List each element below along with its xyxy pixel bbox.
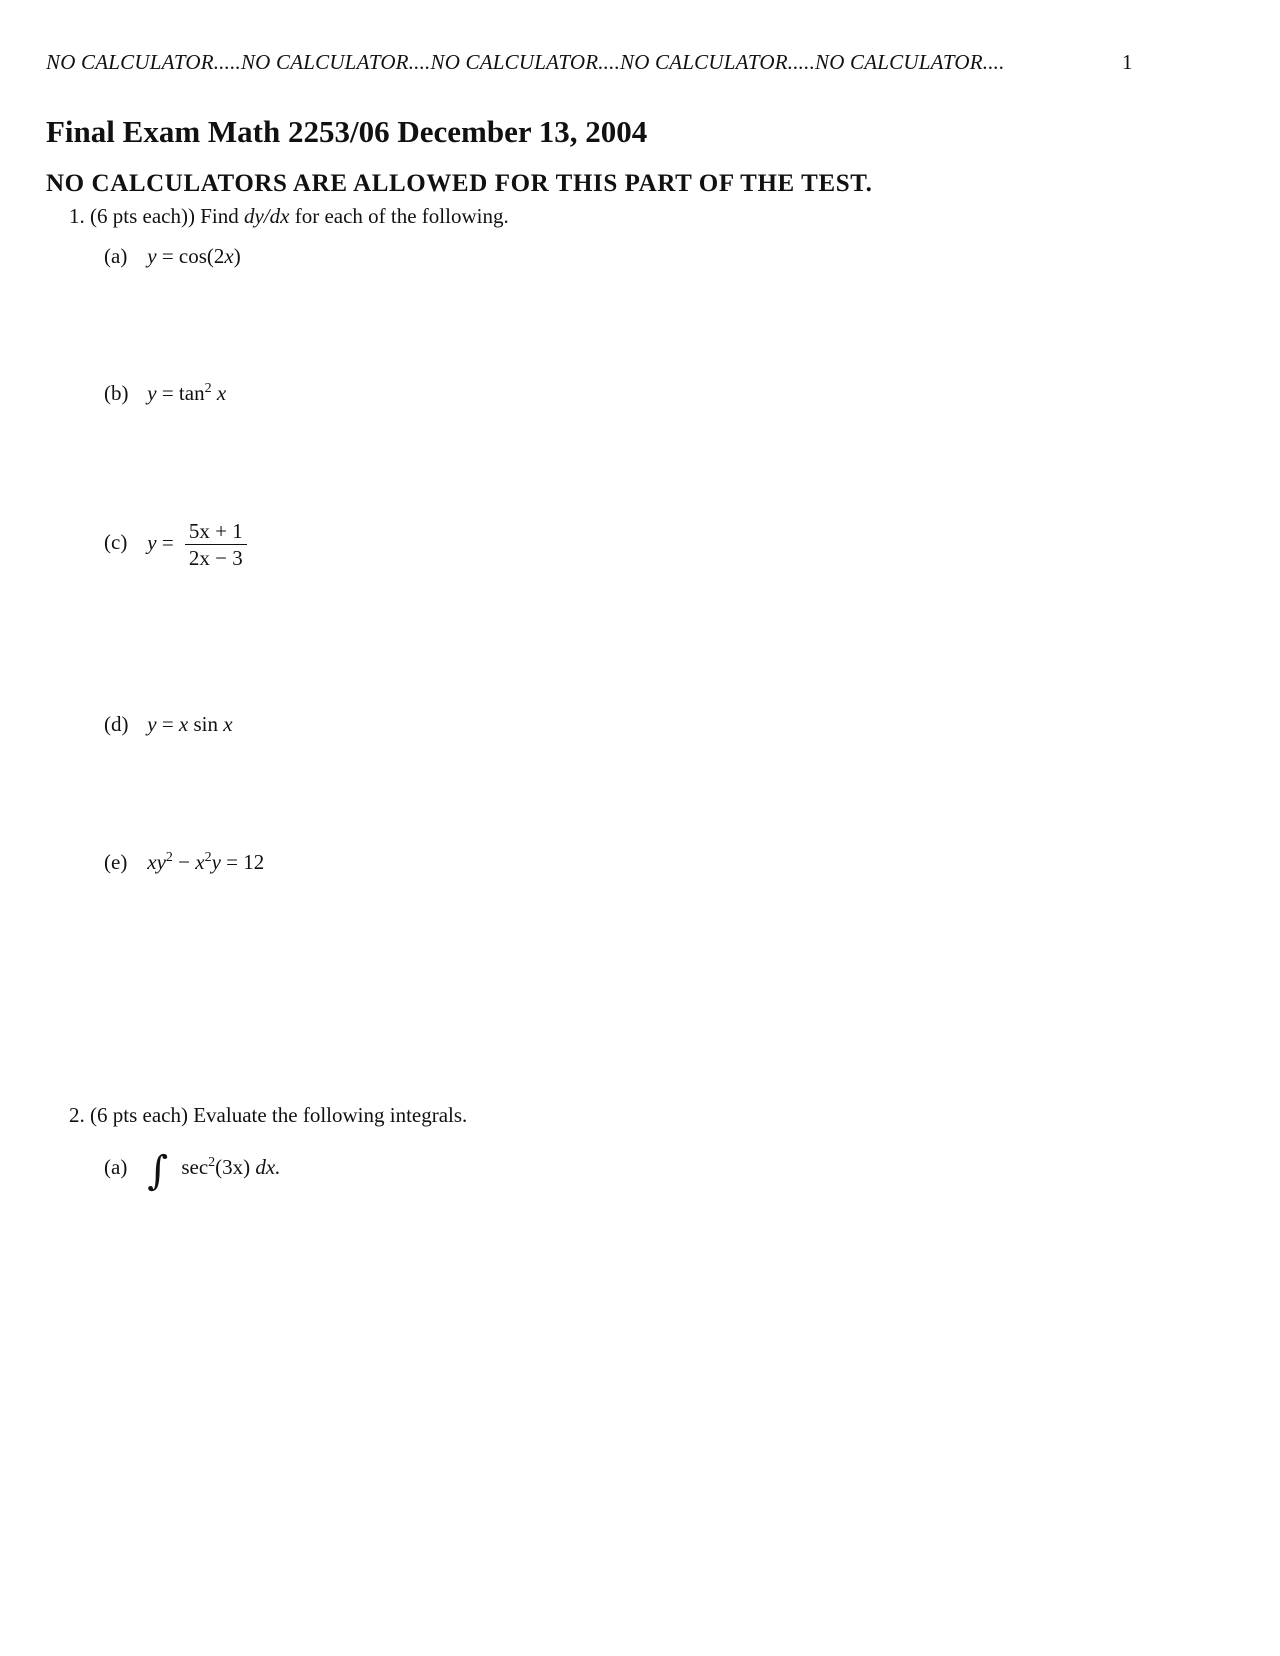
math-op: =	[161, 530, 174, 555]
math-term: x	[195, 850, 205, 874]
part-1b	[104, 381, 226, 406]
math-differential: dx.	[255, 1155, 281, 1179]
math-var: y	[147, 244, 157, 268]
math-op: =	[226, 850, 238, 874]
fraction-denominator: 2x − 3	[188, 546, 243, 570]
math-term: y	[211, 850, 221, 874]
math-exponent: 2	[208, 1155, 216, 1170]
part-label: (a)	[104, 244, 128, 268]
math-var: y	[147, 712, 157, 736]
math-fn: tan	[178, 381, 205, 405]
exam-title: Final Exam Math 2253/06 December 13, 2004	[46, 114, 648, 149]
exam-subtitle: NO CALCULATORS ARE ALLOWED FOR THIS PART OF THE TEST.	[46, 170, 873, 197]
part-1a	[104, 244, 241, 269]
question-number: 2.	[69, 1103, 85, 1127]
question-text: for each of the following.	[294, 204, 509, 228]
question-points: (6 pts each))	[90, 204, 195, 228]
math-fn: cos(2	[178, 244, 225, 268]
math-exponent: 2	[165, 850, 173, 865]
part-1c	[104, 518, 247, 571]
math-number: 12	[243, 850, 265, 874]
running-header: NO CALCULATOR.....NO CALCULATOR....NO CALCULATOR....NO CALCULATOR.....NO CALCULATOR....	[46, 50, 1005, 74]
fraction	[185, 518, 247, 571]
question-2-prompt	[69, 1103, 467, 1128]
math-op: =	[161, 381, 174, 405]
math-var: x	[178, 712, 189, 736]
math-term: xy	[147, 850, 166, 874]
math-exponent: 2	[204, 850, 212, 865]
math-arg: (3x)	[215, 1155, 251, 1179]
fraction-numerator: 5x + 1	[185, 518, 247, 545]
math-fn: sec	[181, 1155, 209, 1179]
part-label: (c)	[104, 530, 128, 555]
part-label: (d)	[104, 712, 129, 736]
part-label: (e)	[104, 850, 128, 874]
part-label: (b)	[104, 381, 129, 405]
question-points: (6 pts each)	[90, 1103, 188, 1127]
part-label: (a)	[104, 1155, 128, 1179]
question-text: Evaluate the following integrals.	[193, 1103, 468, 1127]
question-1-prompt	[69, 204, 509, 229]
math-var: y	[147, 381, 157, 405]
math-op: =	[161, 244, 174, 268]
integral-sign: ∫	[147, 1148, 169, 1194]
math-exponent: 2	[204, 381, 212, 396]
math-var: y	[147, 530, 157, 555]
part-1d	[104, 712, 233, 737]
math-paren: )	[233, 244, 241, 268]
math-op: −	[178, 850, 190, 874]
part-1e	[104, 850, 264, 875]
math-var: x	[223, 712, 233, 736]
math-var: x	[224, 244, 234, 268]
math-var: x	[216, 381, 227, 405]
question-math: dy/dx	[243, 204, 290, 228]
math-op: =	[161, 712, 174, 736]
page-number: 1	[1122, 50, 1133, 74]
part-2a	[104, 1148, 281, 1194]
question-text: Find	[200, 204, 239, 228]
question-number: 1.	[69, 204, 85, 228]
math-fn: sin	[193, 712, 219, 736]
